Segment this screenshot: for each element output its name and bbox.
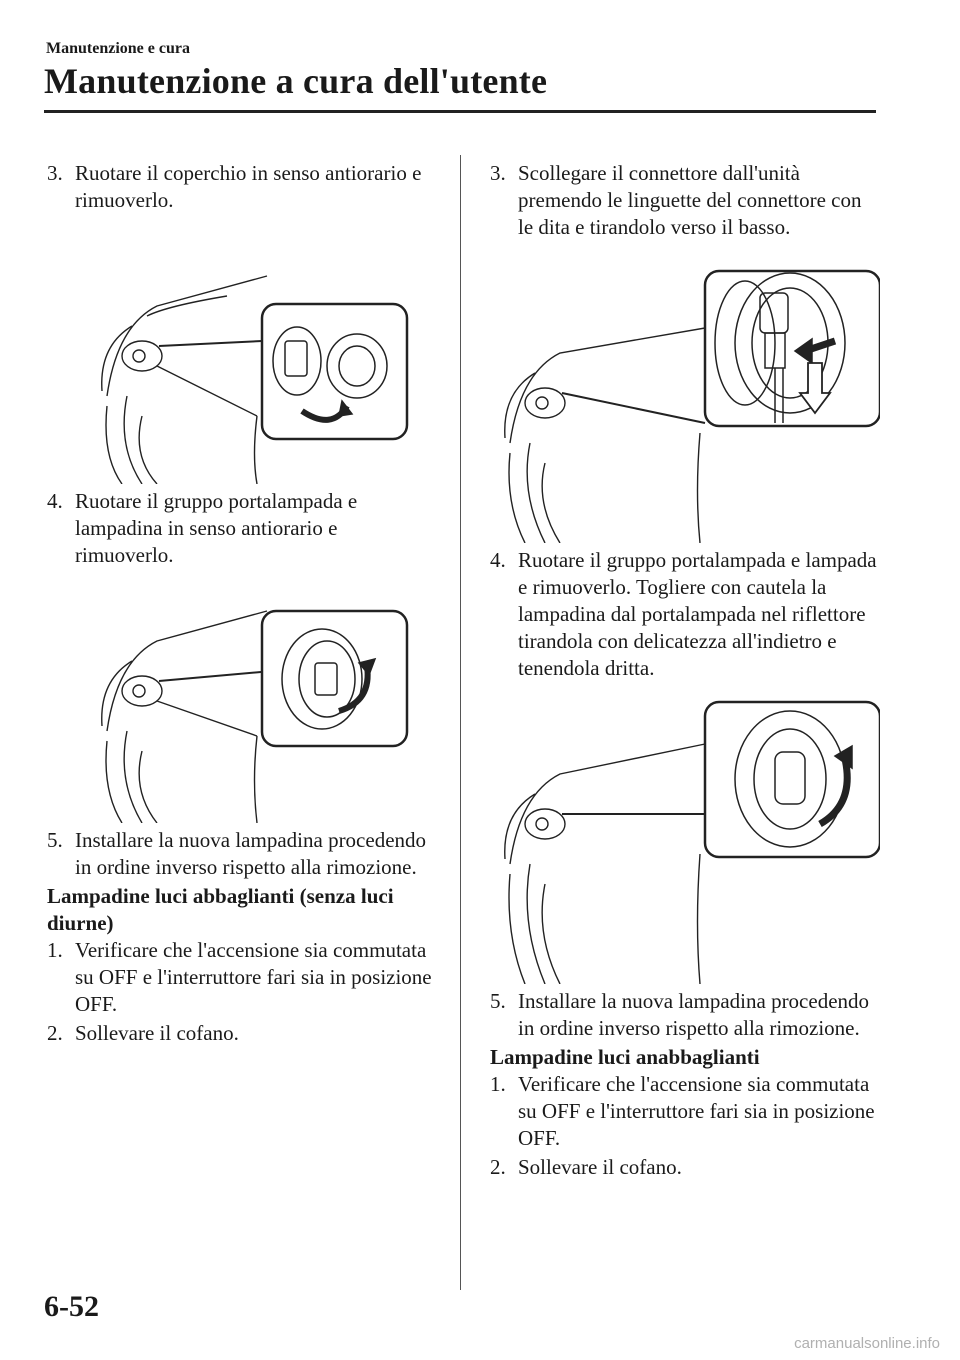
page-number: 6-52 xyxy=(44,1290,99,1323)
subheading-high-beam: Lampadine luci abbaglianti (senza luci diurne) xyxy=(47,884,394,935)
left-sub-step-2 xyxy=(47,1020,437,1047)
step-number: 1. xyxy=(47,938,63,962)
step-text: Ruotare il coperchio in senso antiorario e rimuoverlo. xyxy=(75,161,422,212)
title-rule xyxy=(44,110,876,113)
connector-illustration xyxy=(490,243,880,543)
step-text: Verificare che l'accensione sia commutata su OFF e l'interruttore fari sia in posizione OFF. xyxy=(75,938,432,1016)
step-number: 2. xyxy=(47,1021,63,1045)
step-number: 5. xyxy=(47,828,63,852)
column-divider xyxy=(460,155,461,1290)
step-number: 1. xyxy=(490,1072,506,1096)
inset-frame xyxy=(705,702,880,857)
right-column xyxy=(490,160,880,1183)
watermark: carmanualsonline.info xyxy=(794,1335,940,1352)
left-step-5 xyxy=(47,827,437,881)
figure-bulb-holder-removal xyxy=(47,571,437,823)
right-step-5 xyxy=(490,988,880,1042)
step-number: 4. xyxy=(47,489,63,513)
step-number: 2. xyxy=(490,1155,506,1179)
section-label: Manutenzione e cura xyxy=(46,40,190,57)
step-text: Scollegare il connettore dall'unità premendo le linguette del connettore con le dita e tirandolo verso il basso. xyxy=(518,161,862,239)
step-text: Sollevare il cofano. xyxy=(75,1021,239,1045)
step-text: Verificare che l'accensione sia commutata su OFF e l'interruttore fari sia in posizione OFF. xyxy=(518,1072,875,1150)
subheading-low-beam: Lampadine luci anabbaglianti xyxy=(490,1045,760,1069)
step-number: 4. xyxy=(490,548,506,572)
step-text: Installare la nuova lampadina procedendo in ordine inverso rispetto alla rimozione. xyxy=(75,828,427,879)
right-sub-step-2 xyxy=(490,1154,880,1181)
right-step-4 xyxy=(490,547,880,682)
left-sub-step-1 xyxy=(47,937,437,1018)
step-text: Ruotare il gruppo portalampada e lampada e rimuoverlo. Togliere con cautela la lampadina dal portalampada nel riflettore tirandola con delicatezza all'indietro e tenendola dritta. xyxy=(518,548,877,680)
bulb-holder-illustration xyxy=(47,571,437,823)
page-title: Manutenzione a cura dell'utente xyxy=(44,61,548,101)
figure-connector-removal xyxy=(490,243,880,543)
figure-cover-removal xyxy=(47,216,437,484)
figure-lamp-removal xyxy=(490,684,880,984)
right-sub-step-1 xyxy=(490,1071,880,1152)
lamp-illustration xyxy=(490,684,880,984)
step-number: 5. xyxy=(490,989,506,1013)
headlight-cover-illustration xyxy=(47,216,437,484)
step-number: 3. xyxy=(47,161,63,185)
left-step-3 xyxy=(47,160,437,214)
step-text: Sollevare il cofano. xyxy=(518,1155,682,1179)
left-step-4 xyxy=(47,488,437,569)
left-column xyxy=(47,160,437,1049)
step-text: Ruotare il gruppo portalampada e lampadina in senso antiorario e rimuoverlo. xyxy=(75,489,358,567)
right-step-3 xyxy=(490,160,880,241)
step-number: 3. xyxy=(490,161,506,185)
step-text: Installare la nuova lampadina procedendo in ordine inverso rispetto alla rimozione. xyxy=(518,989,870,1040)
inset-frame xyxy=(705,271,880,426)
